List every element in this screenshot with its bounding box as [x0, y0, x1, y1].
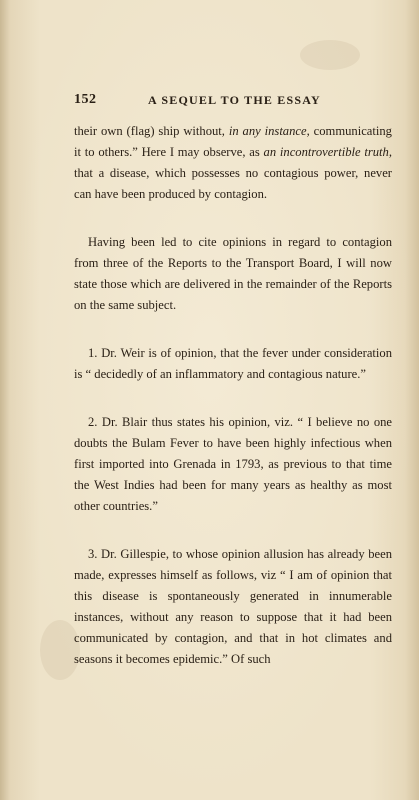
italic-text: in any instance, [228, 124, 310, 138]
paragraph [74, 412, 392, 517]
text-segment: 3. Dr. Gillespie, to whose opinion allusion has already been made, expresses himself as follows, viz “ I am of opinion that this disease is spontaneously generated in innumerable instances, without any reason to suppose that it had been communicated by contagion, and that in hot climates and seasons it becomes epidemic.” Of such [74, 547, 392, 666]
page-number: 152 [74, 92, 97, 107]
text-segment: Having been led to cite opinions in regard to contagion from three of the Reports to the Transport Board, I will now state those which are delivered in the remainder of the Reports on the same subject. [74, 235, 392, 312]
text-segment: communicating it to others.” Here I may observe, as [74, 124, 392, 159]
running-head: A SEQUEL TO THE ESSAY [148, 93, 321, 107]
text-segment: that a disease, which possesses no contagious power, never can have been produced by contagion. [74, 166, 392, 201]
paragraph [74, 343, 392, 385]
body-text [74, 121, 392, 697]
text-segment: their own (flag) ship without, [74, 124, 229, 138]
text-segment: 2. Dr. Blair thus states his opinion, viz. “ I believe no one doubts the Bulam Fever to have been highly infectious when first imported into Grenada in 1793, as previous to that time the West Indies had been for many years as healthy as most other countries.” [74, 415, 392, 513]
italic-text: an incontrovertible truth, [263, 145, 392, 159]
text-segment: 1. Dr. Weir is of opinion, that the fever under consideration is “ decidedly of an inflammatory and contagious nature.” [74, 346, 392, 381]
paragraph [74, 121, 392, 205]
page-header [74, 92, 374, 112]
paragraph [74, 232, 392, 316]
paragraph [74, 544, 392, 670]
paper-stain [300, 40, 360, 70]
